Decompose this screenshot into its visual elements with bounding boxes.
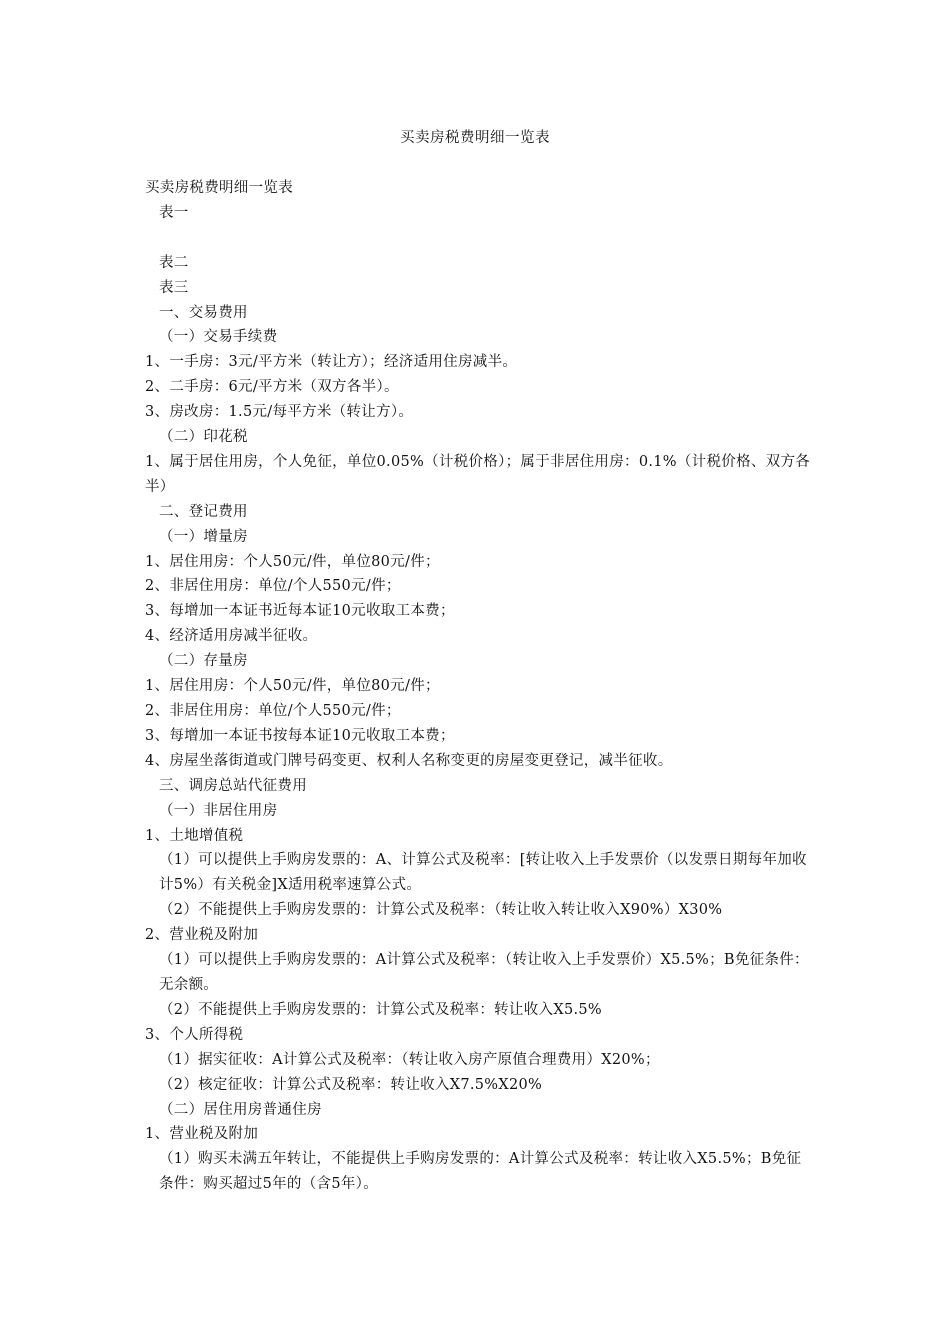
body-line: 表二	[159, 254, 189, 271]
body-line: （一）非居住用房	[159, 802, 278, 819]
body-line: （一）增量房	[159, 528, 248, 545]
body-line: 二、登记费用	[159, 503, 248, 520]
body-line: （2）不能提供上手购房发票的：计算公式及税率：转让收入X5.5%	[159, 1001, 602, 1018]
body-line: 一、交易费用	[159, 304, 248, 321]
body-line: 2、二手房：6元/平方米（双方各半）。	[145, 379, 399, 396]
body-line: 1、居住用房：个人50元/件，单位80元/件；	[145, 678, 440, 695]
body-line: （1）据实征收：A计算公式及税率：（转让收入房产原值合理费用）X20%；	[159, 1051, 660, 1068]
document-body	[145, 176, 813, 1197]
body-line: 2、非居住用房：单位/个人550元/件；	[145, 703, 401, 720]
body-line: 买卖房税费明细一览表	[145, 180, 293, 196]
body-line: 1、营业税及附加	[145, 1126, 259, 1143]
body-line: 1、属于居住用房，个人免征，单位0.05%（计税价格）；属于非居住用房：0.1%（计税价格、双方各半）	[145, 453, 811, 495]
body-line: （2）核定征收：计算公式及税率：转让收入X7.5%X20%	[159, 1076, 543, 1093]
body-line: 1、土地增值税	[145, 827, 244, 844]
body-line	[145, 226, 813, 251]
body-line: （1）购买未满五年转让，不能提供上手购房发票的：A计算公式及税率：转让收入X5.5%；B免征条件：购买超过5年的（含5年）。	[159, 1151, 802, 1193]
body-line: （1）可以提供上手购房发票的：A、计算公式及税率：[转让收入上手发票价（以发票日期每年加收计5%）有关税金]X适用税率速算公式。	[159, 852, 807, 894]
body-line: （二）居住用房普通住房	[159, 1101, 322, 1118]
body-line: （1）可以提供上手购房发票的：A计算公式及税率：（转让收入上手发票价）X5.5%；B免征条件：无余额。	[159, 952, 809, 993]
body-line: 2、非居住用房：单位/个人550元/件；	[145, 578, 401, 595]
body-line: 三、调房总站代征费用	[159, 777, 307, 794]
body-line: 4、经济适用房减半征收。	[145, 628, 318, 645]
body-line: 2、营业税及附加	[145, 927, 259, 944]
body-line: 表一	[159, 204, 189, 221]
body-line: 3、每增加一本证书近每本证10元收取工本费；	[145, 603, 455, 620]
body-line: （2）不能提供上手购房发票的：计算公式及税率：（转让收入转让收入X90%）X30%	[159, 902, 723, 919]
body-line: 1、居住用房：个人50元/件，单位80元/件；	[145, 553, 440, 570]
body-line: 3、个人所得税	[145, 1026, 244, 1043]
body-line: 表三	[159, 279, 189, 296]
body-line: 1、一手房：3元/平方米（转让方）；经济适用住房减半。	[145, 354, 518, 371]
body-line: 3、每增加一本证书按每本证10元收取工本费；	[145, 727, 455, 744]
body-line: 4、房屋坐落街道或门牌号码变更、权利人名称变更的房屋变更登记，减半征收。	[145, 752, 673, 769]
body-line: （二）印花税	[159, 429, 248, 446]
body-line: （一）交易手续费	[159, 329, 278, 346]
body-line: 3、房改房：1.5元/每平方米（转让方）。	[145, 404, 414, 421]
document-title: 买卖房税费明细一览表	[400, 130, 550, 146]
body-line: （二）存量房	[159, 653, 248, 670]
